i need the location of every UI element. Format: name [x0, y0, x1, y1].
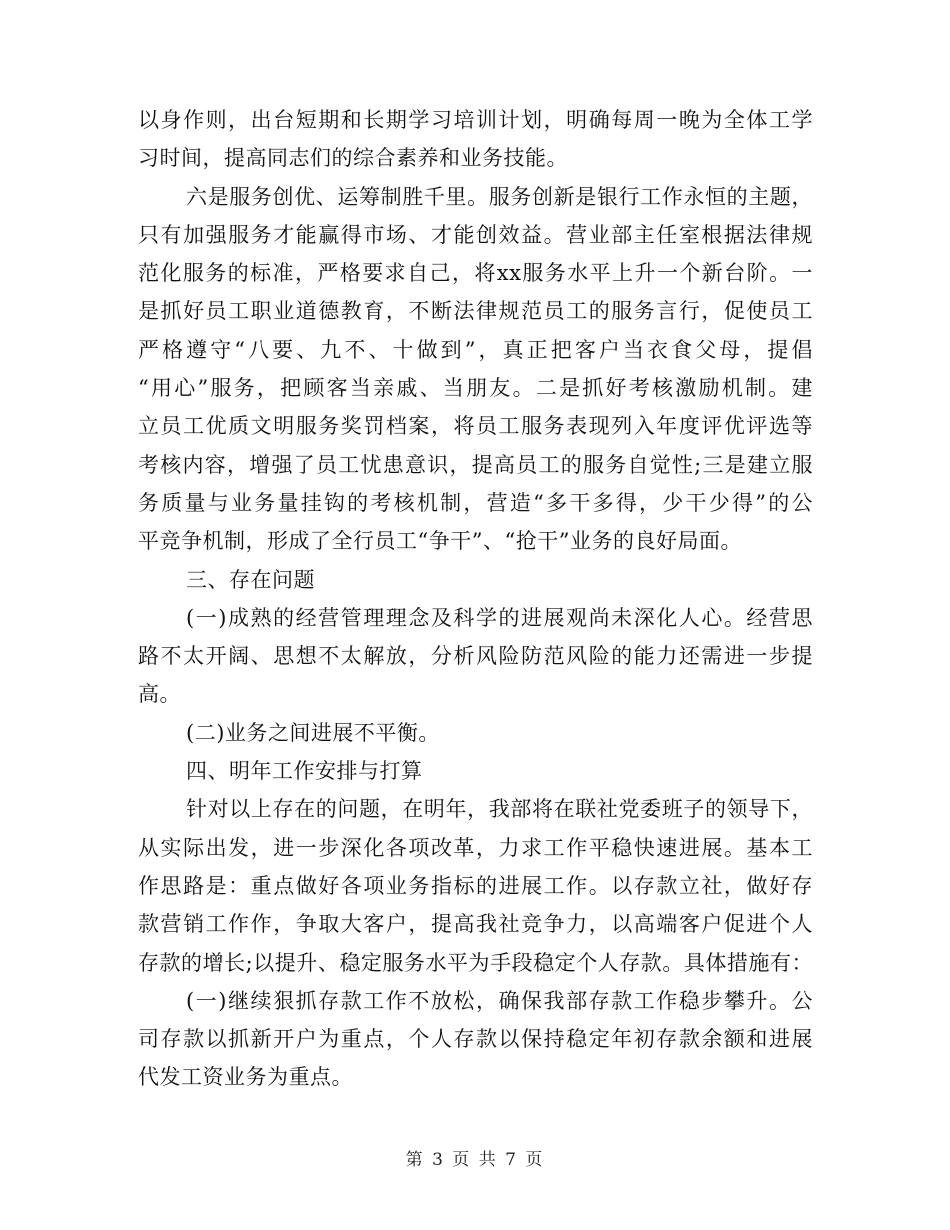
- text-line: 高。: [138, 682, 181, 707]
- paragraph-start-line: 针对以上存在的问题，在明年，我部将在联社党委班子的领导下，: [186, 797, 813, 822]
- text-line: 严格遵守“八要、九不、十做到”，真正把客户当衣食父母，提倡: [138, 337, 813, 362]
- text-line: 从实际出发，进一步深化各项改革，力求工作平稳快速进展。基本工: [138, 835, 813, 860]
- text-line: 司存款以抓新开户为重点，个人存款以保持稳定年初存款余额和进展: [138, 1027, 813, 1052]
- paragraph-start-line: (二)业务之间进展不平衡。: [186, 720, 440, 745]
- paragraph-start-line: (一)成熟的经营管理理念及科学的进展观尚未深化人心。经营思: [186, 605, 813, 630]
- text-line: 是抓好员工职业道德教育，不断法律规范员工的服务言行，促使员工: [138, 299, 813, 324]
- text-line: 务质量与业务量挂钩的考核机制，营造“多干多得，少干少得”的公: [138, 490, 813, 515]
- text-line: 以身作则，出台短期和长期学习培训计划，明确每周一晚为全体工学: [138, 108, 813, 132]
- text-line: 平竞争机制，形成了全行员工“争干”、“抢干”业务的良好局面。: [138, 529, 742, 554]
- section-heading: 三、存在问题: [186, 567, 315, 592]
- text-line: 存款的增长;以提升、稳定服务水平为手段稳定个人存款。具体措施有：: [138, 950, 813, 975]
- paragraph-start-line: (一)继续狠抓存款工作不放松，确保我部存款工作稳步攀升。公: [186, 988, 813, 1013]
- text-line: 只有加强服务才能赢得市场、才能创效益。营业部主任室根据法律规: [138, 222, 813, 247]
- page-number-footer: 第 3 页 共 7 页: [405, 1150, 545, 1170]
- text-line: 立员工优质文明服务奖罚档案，将员工服务表现列入年度评优评选等: [138, 414, 813, 439]
- text-line: 款营销工作作，争取大客户，提高我社竞争力，以高端客户促进个人: [138, 912, 813, 937]
- text-line: 作思路是：重点做好各项业务指标的进展工作。以存款立社，做好存: [138, 873, 813, 898]
- text-line: 路不太开阔、思想不太解放，分析风险防范风险的能力还需进一步提: [138, 644, 813, 669]
- text-line: 习时间，提高同志们的综合素养和业务技能。: [138, 146, 568, 171]
- text-line: 范化服务的标准，严格要求自己，将xx服务水平上升一个新台阶。一: [138, 261, 813, 286]
- text-line: 代发工资业务为重点。: [138, 1065, 353, 1090]
- section-heading: 四、明年工作安排与打算: [186, 759, 423, 784]
- text-line: 考核内容，增强了员工忧患意识，提高员工的服务自觉性;三是建立服: [138, 452, 813, 477]
- document-body: [138, 101, 813, 1097]
- text-line: “用心”服务，把顾客当亲戚、当朋友。二是抓好考核激励机制。建: [138, 376, 813, 401]
- paragraph-start-line: 六是服务创优、运筹制胜千里。服务创新是银行工作永恒的主题，: [186, 184, 813, 209]
